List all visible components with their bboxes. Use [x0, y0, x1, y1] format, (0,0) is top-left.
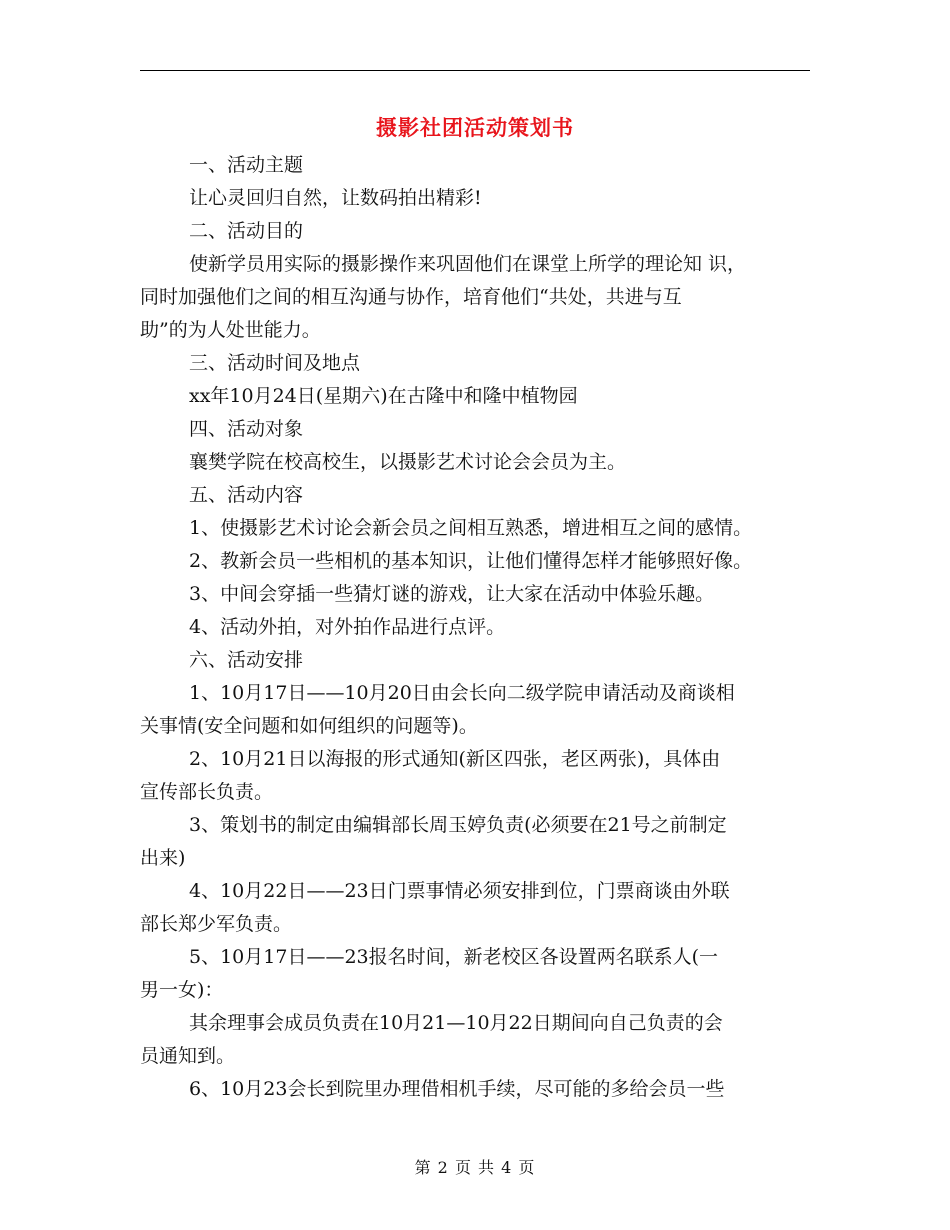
paragraph-line: 襄樊学院在校高校生，以摄影艺术讨论会会员为主。: [189, 451, 627, 473]
section-heading: 一、活动主题: [189, 154, 304, 176]
section-heading: 五、活动内容: [189, 484, 304, 506]
paragraph-line: 出来): [140, 847, 186, 869]
paragraph-line: 4、10月22日——23日门票事情必须安排到位，门票商谈由外联: [189, 880, 730, 902]
paragraph-line: 2、10月21日以海报的形式通知(新区四张，老区两张)，具体由: [189, 748, 721, 770]
paragraph-line: 使新学员用实际的摄影操作来巩固他们在课堂上所学的理论知 识，: [189, 253, 747, 275]
paragraph-line: 助”的为人处世能力。: [140, 319, 321, 341]
section-heading: 四、活动对象: [189, 418, 304, 440]
paragraph-line: xx年10月24日(星期六)在古隆中和隆中植物园: [189, 385, 578, 407]
section-heading: 六、活动安排: [189, 649, 304, 671]
paragraph-line: 同时加强他们之间的相互沟通与协作，培育他们“共处，共进与互: [140, 286, 682, 308]
paragraph-line: 6、10月23会长到院里办理借相机手续，尽可能的多给会员一些: [189, 1078, 725, 1100]
paragraph-line: 1、使摄影艺术讨论会新会员之间相互熟悉，增进相互之间的感情。: [189, 517, 753, 539]
paragraph-line: 5、10月17日——23报名时间，新老校区各设置两名联系人(一: [189, 946, 719, 968]
section-heading: 二、活动目的: [189, 220, 304, 242]
paragraph-line: 让心灵回归自然，让数码拍出精彩!: [189, 187, 482, 209]
page-footer: 第 2 页 共 4 页: [414, 1158, 536, 1177]
paragraph-line: 其余理事会成员负责在10月21—10月22日期间向自己负责的会: [189, 1012, 723, 1034]
paragraph-line: 员通知到。: [140, 1045, 236, 1067]
paragraph-line: 3、策划书的制定由编辑部长周玉婷负责(必须要在21号之前制定: [189, 814, 727, 836]
paragraph-line: 4、活动外拍，对外拍作品进行点评。: [189, 616, 506, 638]
paragraph-line: 3、中间会穿插一些猜灯谜的游戏，让大家在活动中体验乐趣。: [189, 583, 715, 605]
paragraph-line: 部长郑少军负责。: [140, 913, 293, 935]
header-rule: [140, 70, 810, 71]
paragraph-line: 关事情(安全问题和如何组织的问题等)。: [140, 715, 478, 737]
paragraph-line: 男一女)：: [140, 979, 224, 1001]
paragraph-line: 宣传部长负责。: [140, 781, 274, 803]
section-heading: 三、活动时间及地点: [189, 352, 361, 374]
document-title: 摄影社团活动策划书: [376, 115, 574, 140]
paragraph-line: 2、教新会员一些相机的基本知识，让他们懂得怎样才能够照好像。: [189, 550, 753, 572]
paragraph-line: 1、10月17日——10月20日由会长向二级学院申请活动及商谈相: [189, 682, 735, 704]
